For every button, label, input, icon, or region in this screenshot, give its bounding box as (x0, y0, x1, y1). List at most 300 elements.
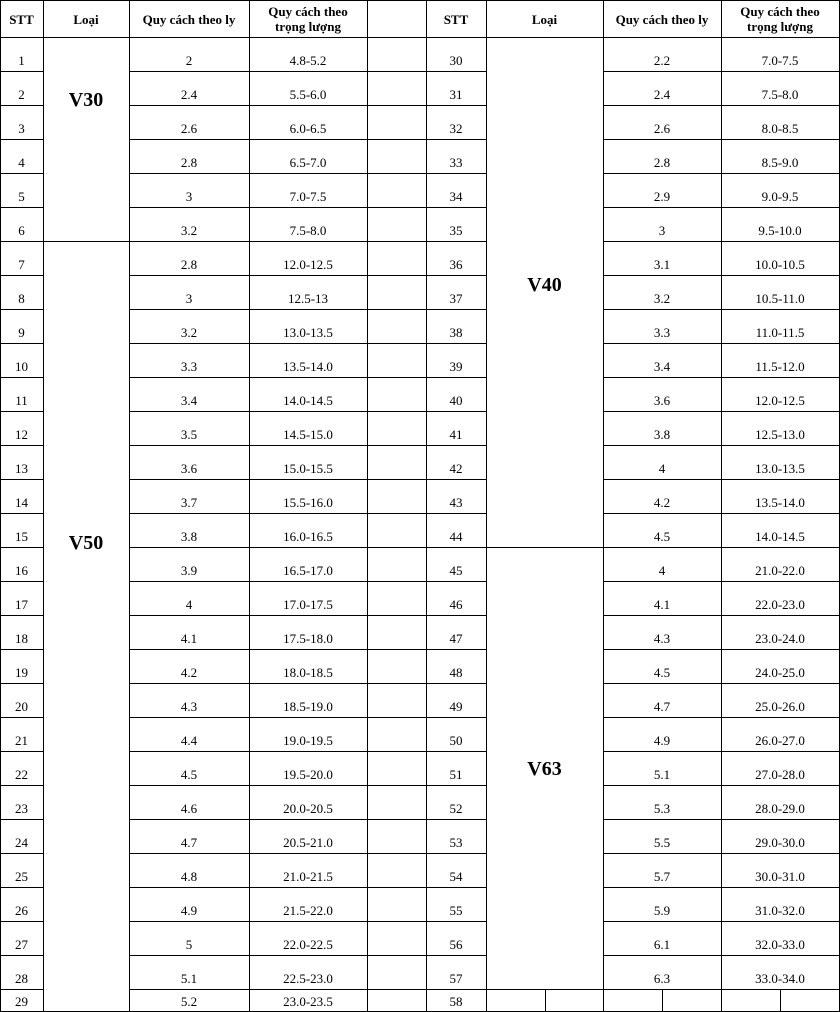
right-tl-cell: 27.0-28.0 (755, 767, 805, 782)
right-stt-cell: 45 (449, 563, 463, 578)
grid-line-h (426, 479, 486, 480)
left-ly-cell: 5.1 (180, 971, 198, 986)
grid-line-h (0, 105, 43, 106)
header-tl-line1: Quy cách theo (268, 4, 348, 19)
left-stt-cell: 11 (15, 393, 28, 408)
grid-line-v (603, 0, 604, 1012)
grid-line-h (426, 955, 486, 956)
left-tl-cell: 12.5-13 (287, 291, 329, 306)
left-ly-cell: 4.8 (180, 869, 198, 884)
grid-line-h (0, 989, 43, 990)
left-ly-cell: 4.4 (180, 733, 198, 748)
grid-line-h (486, 547, 603, 548)
left-tl-cell: 16.0-16.5 (283, 529, 333, 544)
grid-line-h (129, 275, 426, 276)
header-tl-line1: Quy cách theo (740, 4, 820, 19)
type-label-v50: V50 (68, 531, 104, 554)
left-tl-cell: 22.0-22.5 (283, 937, 333, 952)
left-stt-cell: 15 (15, 529, 28, 544)
grid-line-h (0, 717, 43, 718)
left-ly-cell: 4.9 (180, 903, 198, 918)
left-ly-cell: 3 (185, 189, 193, 204)
grid-line-v (0, 0, 1, 1012)
grid-line-h (426, 989, 486, 990)
grid-line-h (426, 309, 486, 310)
right-tl-cell: 26.0-27.0 (755, 733, 805, 748)
left-tl-cell: 5.5-6.0 (289, 87, 327, 102)
left-stt-cell: 5 (18, 189, 25, 204)
right-ly-cell: 4.5 (653, 529, 671, 544)
left-ly-cell: 3.7 (180, 495, 198, 510)
grid-line-h (603, 71, 840, 72)
left-ly-cell: 3.5 (180, 427, 198, 442)
right-stt-cell: 31 (449, 87, 463, 102)
header-stt-left: STT (9, 11, 34, 27)
left-stt-cell: 7 (18, 257, 25, 272)
left-stt-cell: 26 (15, 903, 28, 918)
right-ly-cell: 3.1 (653, 257, 671, 272)
grid-line-h (603, 887, 840, 888)
right-ly-cell: 6.1 (653, 937, 671, 952)
right-stt-cell: 58 (449, 994, 463, 1009)
grid-line-h (0, 853, 43, 854)
grid-line-h (129, 445, 426, 446)
grid-line-h (603, 241, 840, 242)
grid-line-h (43, 241, 129, 242)
grid-line-h (129, 139, 426, 140)
left-stt-cell: 4 (18, 155, 25, 170)
right-ly-cell: 4.2 (653, 495, 671, 510)
left-ly-cell: 4.5 (180, 767, 198, 782)
right-tl-cell: 33.0-34.0 (755, 971, 805, 986)
left-ly-cell: 3.6 (180, 461, 198, 476)
right-ly-cell: 4.7 (653, 699, 671, 714)
right-stt-cell: 57 (449, 971, 463, 986)
right-ly-cell: 3.6 (653, 393, 671, 408)
right-ly-cell: 3.3 (653, 325, 671, 340)
right-ly-cell: 4.5 (653, 665, 671, 680)
left-stt-cell: 8 (18, 291, 25, 306)
right-ly-cell: 2.4 (653, 87, 671, 102)
left-tl-cell: 17.5-18.0 (283, 631, 333, 646)
header-tl-line2: trọng lượng (747, 19, 813, 34)
header-loai-right: Loại (531, 11, 558, 27)
right-stt-cell: 33 (449, 155, 463, 170)
right-stt-cell: 43 (449, 495, 463, 510)
grid-line-h (603, 785, 840, 786)
right-ly-cell: 5.1 (653, 767, 671, 782)
right-stt-cell: 42 (449, 461, 463, 476)
grid-line-h (603, 411, 840, 412)
grid-line-h (426, 241, 486, 242)
left-ly-cell: 4 (185, 597, 193, 612)
grid-line-h (603, 377, 840, 378)
right-stt-cell: 55 (449, 903, 463, 918)
grid-line-h (129, 853, 426, 854)
left-stt-cell: 17 (15, 597, 28, 612)
right-stt-cell: 32 (449, 121, 463, 136)
left-tl-cell: 20.5-21.0 (283, 835, 333, 850)
right-tl-cell: 11.0-11.5 (755, 325, 805, 340)
grid-line-h (603, 139, 840, 140)
grid-line-h (426, 717, 486, 718)
left-stt-cell: 16 (15, 563, 28, 578)
left-stt-cell: 28 (15, 971, 28, 986)
grid-line-h (129, 343, 426, 344)
right-tl-cell: 13.0-13.5 (755, 461, 805, 476)
grid-line-h (603, 173, 840, 174)
grid-line-h (0, 751, 43, 752)
right-stt-cell: 48 (449, 665, 463, 680)
left-stt-cell: 22 (15, 767, 28, 782)
grid-line-h (0, 241, 43, 242)
grid-line-h (129, 547, 426, 548)
grid-line-h (0, 411, 43, 412)
type-label-v40: V40 (527, 273, 562, 296)
grid-line-h (603, 513, 840, 514)
left-tl-cell: 18.5-19.0 (283, 699, 333, 714)
right-ly-cell: 3.8 (653, 427, 671, 442)
grid-line-h (129, 479, 426, 480)
right-stt-cell: 53 (449, 835, 463, 850)
right-stt-cell: 47 (449, 631, 463, 646)
right-tl-cell: 9.0-9.5 (761, 189, 799, 204)
grid-line-h (129, 105, 426, 106)
left-tl-cell: 15.5-16.0 (283, 495, 333, 510)
right-tl-cell: 9.5-10.0 (758, 223, 802, 238)
right-ly-cell: 2.6 (653, 121, 671, 136)
grid-line-h (0, 683, 43, 684)
left-stt-cell: 29 (15, 994, 28, 1009)
left-stt-cell: 27 (15, 937, 28, 952)
right-tl-cell: 32.0-33.0 (755, 937, 805, 952)
left-tl-cell: 21.5-22.0 (283, 903, 333, 918)
left-tl-cell: 13.5-14.0 (283, 359, 333, 374)
type-label-v30: V30 (68, 88, 104, 111)
grid-line-h (426, 547, 486, 548)
left-ly-cell: 3.4 (180, 393, 198, 408)
grid-line-h (603, 819, 840, 820)
header-loai-left: Loại (73, 11, 99, 27)
grid-line-h (603, 343, 840, 344)
left-tl-cell: 13.0-13.5 (283, 325, 333, 340)
grid-line-h (426, 887, 486, 888)
right-stt-cell: 35 (449, 223, 463, 238)
right-ly-cell: 2.9 (653, 189, 671, 204)
header-tl-line2: trọng lượng (275, 19, 341, 34)
header-quy-cach-ly-left: Quy cách theo ly (142, 11, 236, 27)
grid-line-h (0, 445, 43, 446)
right-ly-cell: 3 (658, 223, 666, 238)
grid-line-h (603, 717, 840, 718)
grid-line-h (129, 173, 426, 174)
grid-line-h (0, 819, 43, 820)
left-tl-cell: 22.5-23.0 (283, 971, 333, 986)
right-stt-cell: 41 (449, 427, 463, 442)
grid-line-h (129, 71, 426, 72)
grid-line-h (0, 649, 43, 650)
grid-line-h (129, 717, 426, 718)
left-tl-cell: 16.5-17.0 (283, 563, 333, 578)
grid-line-h (0, 139, 43, 140)
grid-line-h (426, 683, 486, 684)
grid-line-v (486, 0, 487, 1012)
grid-line-h (0, 343, 43, 344)
right-ly-cell: 5.3 (653, 801, 671, 816)
grid-line-h (0, 921, 43, 922)
grid-line-h (426, 377, 486, 378)
grid-line-h (0, 887, 43, 888)
grid-line-h (129, 751, 426, 752)
right-tl-cell: 12.5-13.0 (755, 427, 805, 442)
right-stt-cell: 54 (449, 869, 463, 884)
right-tl-cell: 24.0-25.0 (755, 665, 805, 680)
grid-line-h (603, 955, 840, 956)
grid-line-h (426, 921, 486, 922)
right-tl-cell: 13.5-14.0 (755, 495, 805, 510)
right-tl-cell: 10.5-11.0 (755, 291, 805, 306)
left-stt-cell: 14 (15, 495, 28, 510)
right-ly-cell: 3.4 (653, 359, 671, 374)
grid-line-h (129, 921, 426, 922)
grid-line-h (426, 615, 486, 616)
left-stt-cell: 9 (18, 325, 25, 340)
grid-line-h (0, 615, 43, 616)
left-ly-cell: 3.9 (180, 563, 198, 578)
grid-line-v (721, 0, 722, 1012)
left-tl-cell: 21.0-21.5 (283, 869, 333, 884)
left-ly-cell: 2 (185, 53, 193, 68)
left-ly-cell: 2.8 (180, 257, 198, 272)
left-tl-cell: 7.0-7.5 (289, 189, 327, 204)
grid-line-h (426, 105, 486, 106)
left-stt-cell: 24 (15, 835, 28, 850)
left-ly-cell: 3.2 (180, 325, 198, 340)
grid-line-v (367, 0, 368, 1012)
left-stt-cell: 6 (18, 223, 25, 238)
left-tl-cell: 7.5-8.0 (289, 223, 327, 238)
right-ly-cell: 4.9 (653, 733, 671, 748)
left-tl-cell: 18.0-18.5 (283, 665, 333, 680)
right-tl-cell: 30.0-31.0 (755, 869, 805, 884)
left-stt-cell: 18 (15, 631, 28, 646)
right-ly-cell: 4.1 (653, 597, 671, 612)
right-ly-cell: 5.9 (653, 903, 671, 918)
left-tl-cell: 23.0-23.5 (283, 994, 333, 1009)
grid-line-h (0, 71, 43, 72)
grid-line-h (426, 411, 486, 412)
left-ly-cell: 3 (185, 291, 193, 306)
left-tl-cell: 14.5-15.0 (283, 427, 333, 442)
right-tl-cell: 8.0-8.5 (761, 121, 799, 136)
left-stt-cell: 20 (15, 699, 28, 714)
left-tl-cell: 6.5-7.0 (289, 155, 327, 170)
grid-line-h (129, 649, 426, 650)
grid-line-h (129, 683, 426, 684)
grid-line-h (426, 71, 486, 72)
grid-line-h (426, 275, 486, 276)
left-tl-cell: 14.0-14.5 (283, 393, 333, 408)
right-stt-cell: 37 (449, 291, 463, 306)
left-ly-cell: 4.7 (180, 835, 198, 850)
right-tl-cell: 14.0-14.5 (755, 529, 805, 544)
grid-line-h (426, 343, 486, 344)
grid-line-h (603, 479, 840, 480)
grid-line-h (0, 377, 43, 378)
left-tl-cell: 19.5-20.0 (283, 767, 333, 782)
left-tl-cell: 12.0-12.5 (283, 257, 333, 272)
left-tl-cell: 15.0-15.5 (283, 461, 333, 476)
right-stt-cell: 39 (449, 359, 463, 374)
left-ly-cell: 3.2 (180, 223, 198, 238)
grid-line-h (0, 479, 43, 480)
right-stt-cell: 46 (449, 597, 463, 612)
left-tl-cell: 20.0-20.5 (283, 801, 333, 816)
header-stt-right: STT (443, 11, 469, 27)
right-tl-cell: 10.0-10.5 (755, 257, 805, 272)
right-tl-cell: 21.0-22.0 (755, 563, 805, 578)
right-ly-cell: 2.8 (653, 155, 671, 170)
right-ly-cell: 4.3 (653, 631, 671, 646)
grid-line-h (426, 751, 486, 752)
grid-line-h (603, 275, 840, 276)
grid-line-h (426, 445, 486, 446)
grid-line-h (0, 207, 43, 208)
header-quy-cach-trong-luong-right (721, 0, 839, 38)
grid-line-h (603, 615, 840, 616)
grid-line-h (129, 887, 426, 888)
grid-line-h (129, 241, 426, 242)
right-tl-cell: 12.0-12.5 (755, 393, 805, 408)
grid-line-h (426, 173, 486, 174)
left-stt-cell: 25 (15, 869, 28, 884)
grid-line-h (129, 411, 426, 412)
grid-line-h (0, 547, 43, 548)
grid-line-v (426, 0, 427, 1012)
left-stt-cell: 13 (15, 461, 28, 476)
left-stt-cell: 19 (15, 665, 28, 680)
grid-line-h (0, 513, 43, 514)
grid-line-h (603, 547, 840, 548)
left-ly-cell: 4.1 (180, 631, 198, 646)
grid-line-h (603, 207, 840, 208)
grid-line-h (426, 649, 486, 650)
left-stt-cell: 2 (18, 87, 25, 102)
right-stt-cell: 30 (449, 53, 463, 68)
right-tl-cell: 23.0-24.0 (755, 631, 805, 646)
grid-line-h (426, 819, 486, 820)
right-ly-cell: 2.2 (653, 53, 671, 68)
grid-line-h (129, 615, 426, 616)
grid-line-h (426, 207, 486, 208)
grid-line-v (545, 990, 546, 1012)
grid-line-h (129, 819, 426, 820)
grid-line-h (129, 581, 426, 582)
grid-line-h (129, 989, 426, 990)
left-stt-cell: 10 (15, 359, 28, 374)
right-ly-cell: 5.7 (653, 869, 671, 884)
right-tl-cell: 25.0-26.0 (755, 699, 805, 714)
left-ly-cell: 4.6 (180, 801, 198, 816)
left-stt-cell: 3 (18, 121, 25, 136)
right-tl-cell: 29.0-30.0 (755, 835, 805, 850)
right-ly-cell: 6.3 (653, 971, 671, 986)
grid-line-h (426, 853, 486, 854)
grid-line-h (426, 513, 486, 514)
right-stt-cell: 36 (449, 257, 463, 272)
left-ly-cell: 2.6 (180, 121, 198, 136)
grid-line-h (0, 581, 43, 582)
grid-line-h (603, 921, 840, 922)
grid-line-h (426, 139, 486, 140)
left-ly-cell: 2.8 (180, 155, 198, 170)
left-ly-cell: 4.3 (180, 699, 198, 714)
right-stt-cell: 44 (449, 529, 463, 544)
left-stt-cell: 21 (15, 733, 28, 748)
grid-line-h (426, 581, 486, 582)
grid-line-h (603, 309, 840, 310)
grid-line-h (603, 683, 840, 684)
grid-line-h (603, 649, 840, 650)
grid-line-h (603, 853, 840, 854)
grid-line-h (129, 207, 426, 208)
left-stt-cell: 23 (15, 801, 28, 816)
right-tl-cell: 31.0-32.0 (755, 903, 805, 918)
right-tl-cell: 11.5-12.0 (755, 359, 805, 374)
left-tl-cell: 19.0-19.5 (283, 733, 333, 748)
grid-line-h (603, 105, 840, 106)
grid-line-v (249, 0, 250, 1012)
right-tl-cell: 7.0-7.5 (761, 53, 799, 68)
right-ly-cell: 4 (658, 461, 666, 476)
header-quy-cach-ly-right: Quy cách theo ly (615, 11, 709, 27)
right-ly-cell: 5.5 (653, 835, 671, 850)
grid-line-v (129, 0, 130, 1012)
left-stt-cell: 12 (15, 427, 28, 442)
header-quy-cach-trong-luong-left (249, 0, 367, 38)
right-stt-cell: 56 (449, 937, 463, 952)
grid-line-h (0, 785, 43, 786)
left-ly-cell: 2.4 (180, 87, 198, 102)
right-tl-cell: 28.0-29.0 (755, 801, 805, 816)
grid-line-h (0, 955, 43, 956)
left-tl-cell: 4.8-5.2 (289, 53, 327, 68)
right-stt-cell: 50 (449, 733, 463, 748)
right-stt-cell: 52 (449, 801, 463, 816)
left-ly-cell: 4.2 (180, 665, 198, 680)
grid-line-h (0, 275, 43, 276)
grid-line-h (0, 37, 840, 38)
right-stt-cell: 51 (449, 767, 463, 782)
grid-line-h (129, 513, 426, 514)
right-stt-cell: 34 (449, 189, 463, 204)
grid-line-h (603, 581, 840, 582)
right-ly-cell: 4 (658, 563, 666, 578)
right-tl-cell: 22.0-23.0 (755, 597, 805, 612)
left-stt-cell: 1 (18, 53, 25, 68)
grid-line-h (0, 173, 43, 174)
grid-line-h (0, 0, 840, 1)
right-stt-cell: 49 (449, 699, 463, 714)
grid-line-h (129, 377, 426, 378)
right-ly-cell: 3.2 (653, 291, 671, 306)
grid-line-h (0, 309, 43, 310)
grid-line-v (662, 990, 663, 1012)
grid-line-h (426, 785, 486, 786)
grid-line-v (43, 0, 44, 1012)
grid-line-h (129, 309, 426, 310)
left-ly-cell: 3.8 (180, 529, 198, 544)
